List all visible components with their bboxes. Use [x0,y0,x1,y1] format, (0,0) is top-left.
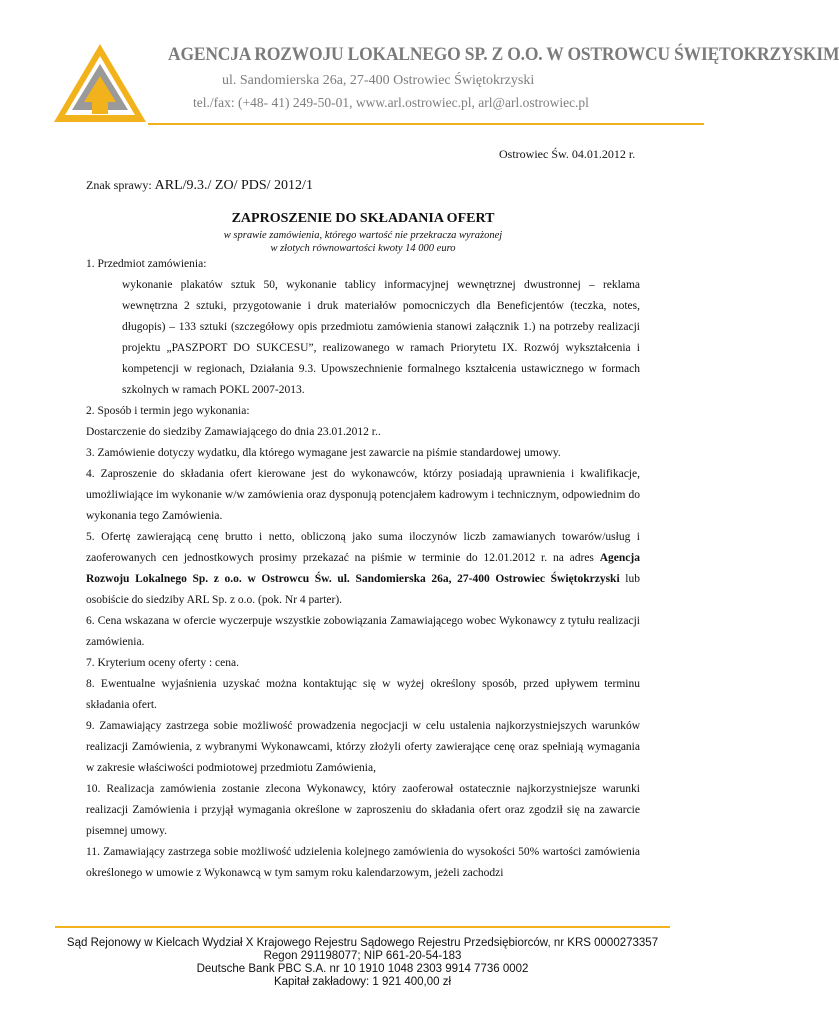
footer-court-registry: Sąd Rejonowy w Kielcach Wydział X Krajowego Rejestru Sądowego Rejestru Przedsiębiorców, nr KRS 0000273357 [66,937,659,949]
section-5-text-b: lub osobiście do siedziby ARL Sp. z o.o. (pok. Nr 4 parter). [86,573,640,606]
section-11: 11. Zamawiający zastrzega sobie możliwość udzielenia kolejnego zamówienia do wysokości 50% wartości zamówienia określonego w umowie z Wykonawcą w tym samym roku kalendarzowym, jeżeli zachodzi [86,846,640,879]
section-5-address: Agencja Rozwoju Lokalnego Sp. z o.o. w Ostrowcu Św. ul. Sandomierska 26a, 27-400 Ostrowiec Świętokrzyski [86,552,640,585]
section-1-body: wykonanie plakatów sztuk 50, wykonanie tablicy informacyjnej wewnętrznej dwustronnej – reklama wewnętrzna 2 sztuki, przygotowanie i druk materiałów pomocniczych dla Beneficjentów (teczka, notes, długopis) – 133 sztuki (szczegółowy opis przedmiotu zamówienia stanowi załącznik 1.) na potrzeby realizacji projektu „PASZPORT DO SUKCESU”, realizowanego w ramach Priorytetu IX. Rozwój wykształcenia i kompetencji w regionach, Działania 9.3. Upowszechnienie formalnego kształcenia ustawicznego w formach szkolnych w ramach POKL 2007-2013. [122,279,640,396]
org-contact: tel./fax: (+48- 41) 249-50-01, www.arl.ostrowiec.pl, arl@arl.ostrowiec.pl [193,95,589,110]
section-10: 10. Realizacja zamówienia zostanie zlecona Wykonawcy, który zaoferował ostatecznie najkorzystniejsze warunki realizacji Zamówienia i przyjął wymagania określone w zaproszeniu do składania ofert oraz zgodził się na zawarcie pisemnej umowy. [86,783,640,837]
section-5-text-a: 5. Ofertę zawierającą cenę brutto i netto, obliczoną jako suma iloczynów liczb zamawianych towarów/usług i zaoferowanych cen jednostkowych prosimy przekazać na piśmie w terminie do 12.01.2012 r. na adres [86,531,640,564]
section-2-body: Dostarczenie do siedziby Zamawiającego do dnia 23.01.2012 r.. [86,426,381,438]
section-4: 4. Zaproszenie do składania ofert kierowane jest do wykonawców, którzy posiadają uprawnienia i kwalifikacje, umożliwiające im wykonanie w/w zamówienia oraz dysponują potencjałem kadrowym i technicznym, odpowiednim do wykonania tego Zamówienia. [86,468,640,522]
org-name: AGENCJA ROZWOJU LOKALNEGO SP. Z O.O. W OSTROWCU ŚWIĘTOKRZYSKIM [168,44,839,65]
footer-regon-nip: Regon 291198077; NIP 661-20-54-183 [263,950,462,962]
section-9: 9. Zamawiający zastrzega sobie możliwość prowadzenia negocjacji w celu ustalenia najkorzystniejszych warunków realizacji Zamówienia, z wybranymi Wykonawcami, którzy złożyli oferty zawierające cenę oraz spełniają wymagania w zakresie właściwości podmiotowej przedmiotu Zamówienia, [86,720,640,774]
section-3: 3. Zamówienie dotyczy wydatku, dla którego wymagane jest zawarcie na piśmie standardowej umowy. [86,447,561,459]
document-title: ZAPROSZENIE DO SKŁADANIA OFERT [231,211,495,226]
section-1-heading: 1. Przedmiot zamówienia: [86,258,207,270]
org-address: ul. Sandomierska 26a, 27-400 Ostrowiec Świętokrzyski [222,73,535,88]
arl-triangle-logo-icon [52,42,148,124]
reference-number [86,178,313,194]
section-5 [86,527,640,611]
footer-bank-account: Deutsche Bank PBC S.A. nr 10 1910 1048 2303 9914 7736 0002 [196,963,529,975]
city-date: Ostrowiec Św. 04.01.2012 r. [499,147,636,161]
section-2-heading: 2. Sposób i termin jego wykonania: [86,405,250,417]
reference-value: ARL/9.3./ ZO/ PDS/ 2012/1 [154,178,313,193]
footer-divider [55,926,670,928]
document-subtitle-line2: w złotych równowartości kwoty 14 000 euro [270,243,456,254]
footer-share-capital: Kapitał zakładowy: 1 921 400,00 zł [273,976,452,988]
reference-label: Znak sprawy: [86,178,155,192]
section-8: 8. Ewentualne wyjaśnienia uzyskać można kontaktując się w wyżej określony sposób, przed upływem terminu składania ofert. [86,678,640,711]
section-6: 6. Cena wskazana w ofercie wyczerpuje wszystkie zobowiązania Zamawiającego wobec Wykonawcy z tytułu realizacji zamówienia. [86,615,640,648]
document-subtitle-line1: w sprawie zamówienia, którego wartość nie przekracza wyrażonej [223,230,503,241]
section-7: 7. Kryterium oceny oferty : cena. [86,657,239,669]
header-divider [148,123,704,125]
